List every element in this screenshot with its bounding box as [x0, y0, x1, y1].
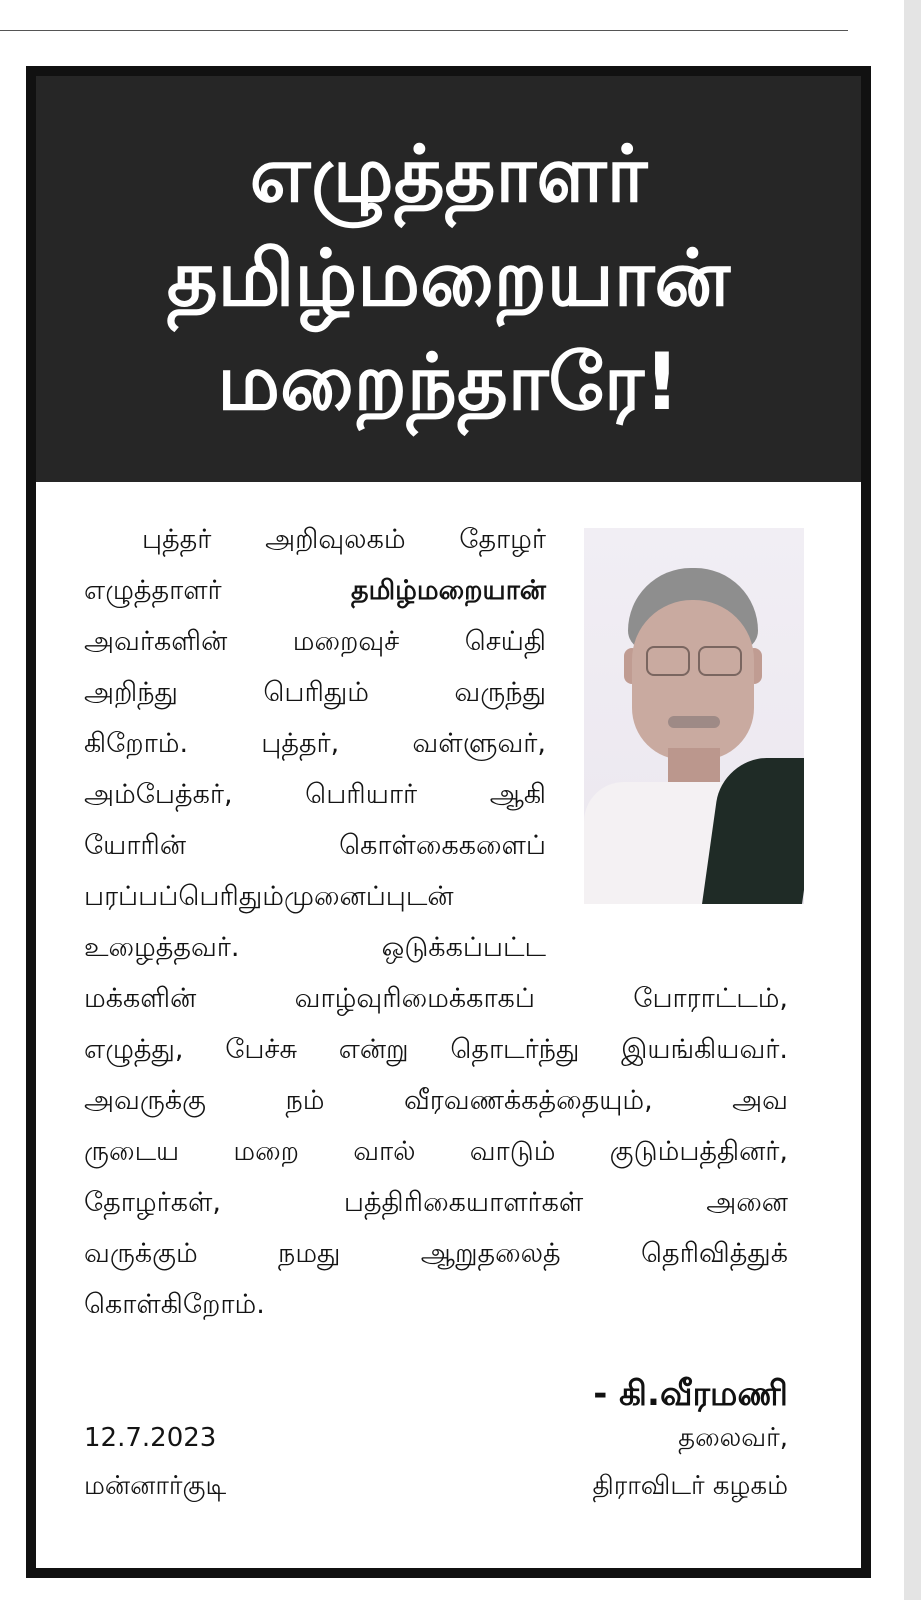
body-line: யோரின் கொள்கைகளைப்	[84, 830, 546, 861]
body-line: அம்பேத்கர், பெரியார் ஆகி	[84, 779, 546, 810]
signature-name: - கி.வீரமணி	[593, 1374, 788, 1414]
body-line: அவருக்கு நம் வீரவணக்கத்தையும், அவ	[84, 1085, 788, 1116]
signatory-title-block	[456, 1414, 788, 1510]
body-line: மக்களின் வாழ்வுரிமைக்காகப் போராட்டம்,	[84, 983, 788, 1014]
body-line: உழைத்தவர். ஒடுக்கப்பட்ட	[84, 932, 546, 963]
top-rule-line	[0, 30, 848, 31]
signatory-designation: தலைவர்,	[678, 1423, 788, 1453]
headline-banner	[36, 76, 861, 482]
body-line: கொள்கிறோம்.	[84, 1289, 265, 1320]
body-line: வருக்கும் நமது ஆறுதலைத் தெரிவித்துக்	[84, 1238, 788, 1269]
page-edge-margin	[904, 0, 921, 1600]
deceased-name: தமிழ்மறையான்	[351, 575, 546, 606]
signatory-organization: திராவிடர் கழகம்	[592, 1471, 788, 1501]
body-line: அறிந்து பெரிதும் வருந்து	[84, 677, 546, 708]
notice-place: மன்னார்குடி	[84, 1471, 227, 1501]
obituary-notice	[26, 66, 871, 1578]
body-line: எழுத்து, பேச்சு என்று தொடர்ந்து இயங்கியவர்.	[84, 1034, 788, 1065]
body-line: கிறோம். புத்தர், வள்ளுவர்,	[84, 728, 546, 759]
body-line	[84, 565, 546, 616]
body-paragraph-narrow	[84, 514, 546, 973]
body-line: தோழர்கள், பத்திரிகையாளர்கள் அனை	[84, 1187, 788, 1218]
notice-date: 12.7.2023	[84, 1423, 217, 1453]
headline-line-1: எழுத்தாளர்	[249, 130, 648, 220]
body-paragraph-wide	[84, 973, 788, 1330]
body-line-text: எழுத்தாளர்	[84, 575, 222, 606]
headline-line-2: தமிழ்மறையான்	[166, 234, 731, 324]
date-place-block	[84, 1414, 226, 1510]
body-line: அவர்களின் மறைவுச் செய்தி	[84, 626, 546, 657]
headline-line-3: மறைந்தாரே!	[217, 338, 680, 428]
body-line: புத்தர் அறிவுலகம் தோழர்	[142, 524, 546, 555]
body-line: ருடைய மறை வால் வாடும் குடும்பத்தினர்,	[84, 1136, 788, 1167]
obituary-body	[84, 514, 836, 1330]
body-line: பரப்பப்பெரிதும்முனைப்புடன்	[84, 881, 454, 912]
